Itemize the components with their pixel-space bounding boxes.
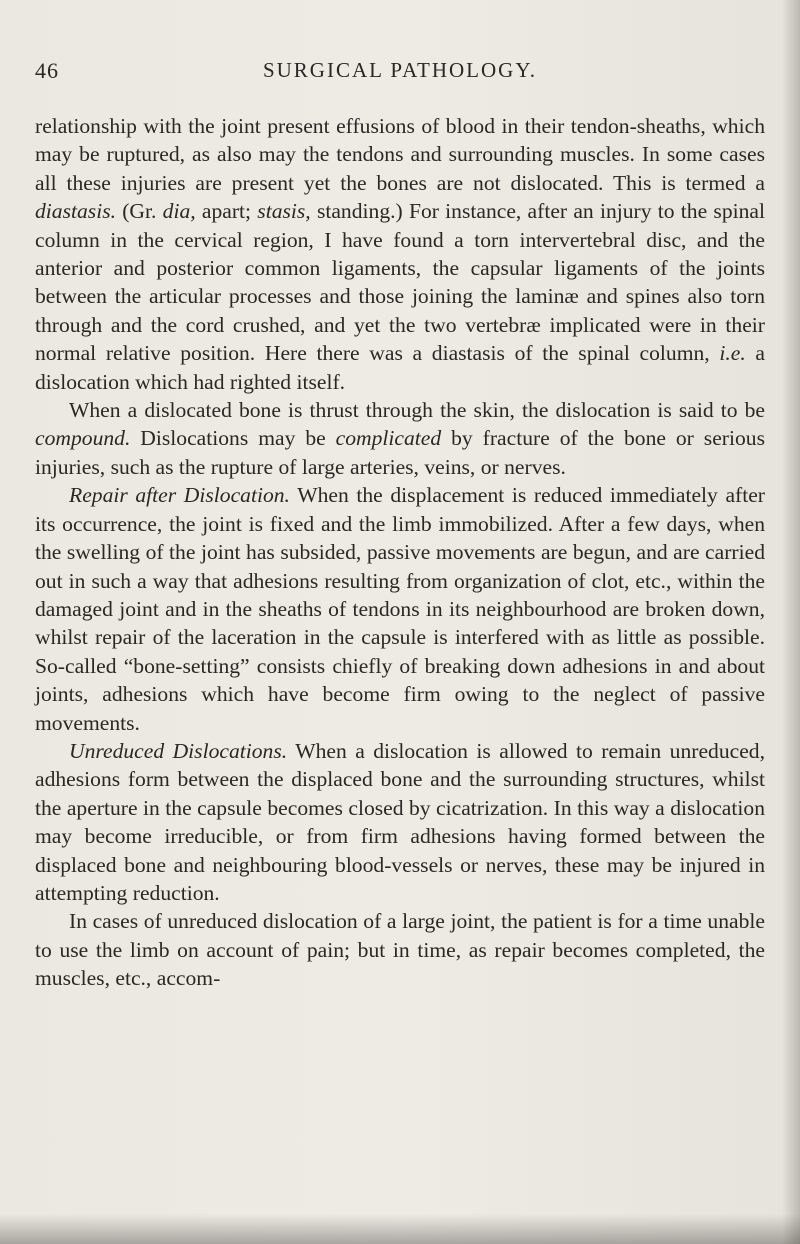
page-header — [35, 58, 765, 88]
text-run: a dislocation which had righted itself. — [35, 341, 765, 394]
paragraph-compound — [35, 396, 765, 481]
text-run: apart; — [195, 199, 258, 224]
italic-term: dia, — [162, 199, 196, 224]
text-run: When a dislocated bone is thrust through the skin, the dislocation is said to be — [69, 398, 765, 423]
text-run: standing.) For instance, after an injury to the spinal column in the cervical region, I have found a torn intervertebral disc, and the anterior and posterior common ligaments, the capsular ligaments of the joints between the articular processes and those joining the laminæ and spines also torn through and the cord crushed, and yet the two vertebræ implicated were in their normal relative position. Here there was a diastasis of the spinal column, — [35, 199, 766, 366]
page-edge-shadow — [782, 0, 800, 1244]
italic-term: i.e. — [719, 341, 746, 366]
text-run: When the displacement is reduced immediately after its occurrence, the joint is fixed and the limb immobilized. After a few days, when the swelling of the joint has subsided, passive movements are begun, and are carried out in such a way that adhesions resulting from organization of clot, etc., within the damaged joint and in the sheaths of tendons in its neighbourhood are broken down, whilst repair of the laceration in the capsule is interfered with as little as possible. So-called “bone-setting” consists chiefly of breaking down adhesions in and about joints, adhesions which have become firm owing to the neglect of passive movements. — [35, 483, 765, 735]
italic-term: complicated — [335, 426, 442, 451]
text-run: relationship with the joint present effusions of blood in their tendon-sheaths, which may be ruptured, as also may the tendons and surrounding muscles. In some cases all these injuries are present yet the bones are not dislocated. This is termed a — [35, 114, 765, 195]
text-run: (Gr. — [116, 199, 163, 224]
text-run: In cases of unreduced dislocation of a large joint, the patient is for a time unable to use the limb on account of pain; but in time, as repair becomes completed, the muscles, etc., accom- — [35, 909, 765, 991]
italic-term: stasis, — [257, 199, 311, 224]
running-head: SURGICAL PATHOLOGY. — [262, 58, 538, 82]
paragraph-unreduced — [35, 737, 765, 907]
paragraph-repair — [35, 481, 765, 737]
paragraph-large-joint — [35, 907, 765, 992]
text-run: When a dislocation is allowed to remain unreduced, adhesions form between the displaced bone and the surrounding structures, whilst the aperture in the capsule becomes closed by cicatrization. In this way a dislocation may become irreducible, or from firm adhesions having formed between the displaced bone and neighbouring blood-vessels or nerves, these may be injured in attempting reduction. — [35, 738, 765, 905]
text-run: Dislocations may be — [130, 426, 336, 451]
section-heading: Repair after Dislocation. — [69, 483, 290, 508]
text-run: by fracture of the bone or serious injuries, such as the rupture of large arteries, veins, or nerves. — [35, 426, 765, 479]
body-text — [35, 112, 765, 993]
italic-term: compound. — [35, 426, 131, 451]
italic-term: diastasis. — [35, 199, 116, 224]
page-number: 46 — [35, 58, 59, 83]
page-bottom-shadow — [0, 1214, 800, 1244]
paragraph-diastasis — [35, 112, 765, 396]
section-heading: Unreduced Dislocations. — [69, 738, 288, 763]
